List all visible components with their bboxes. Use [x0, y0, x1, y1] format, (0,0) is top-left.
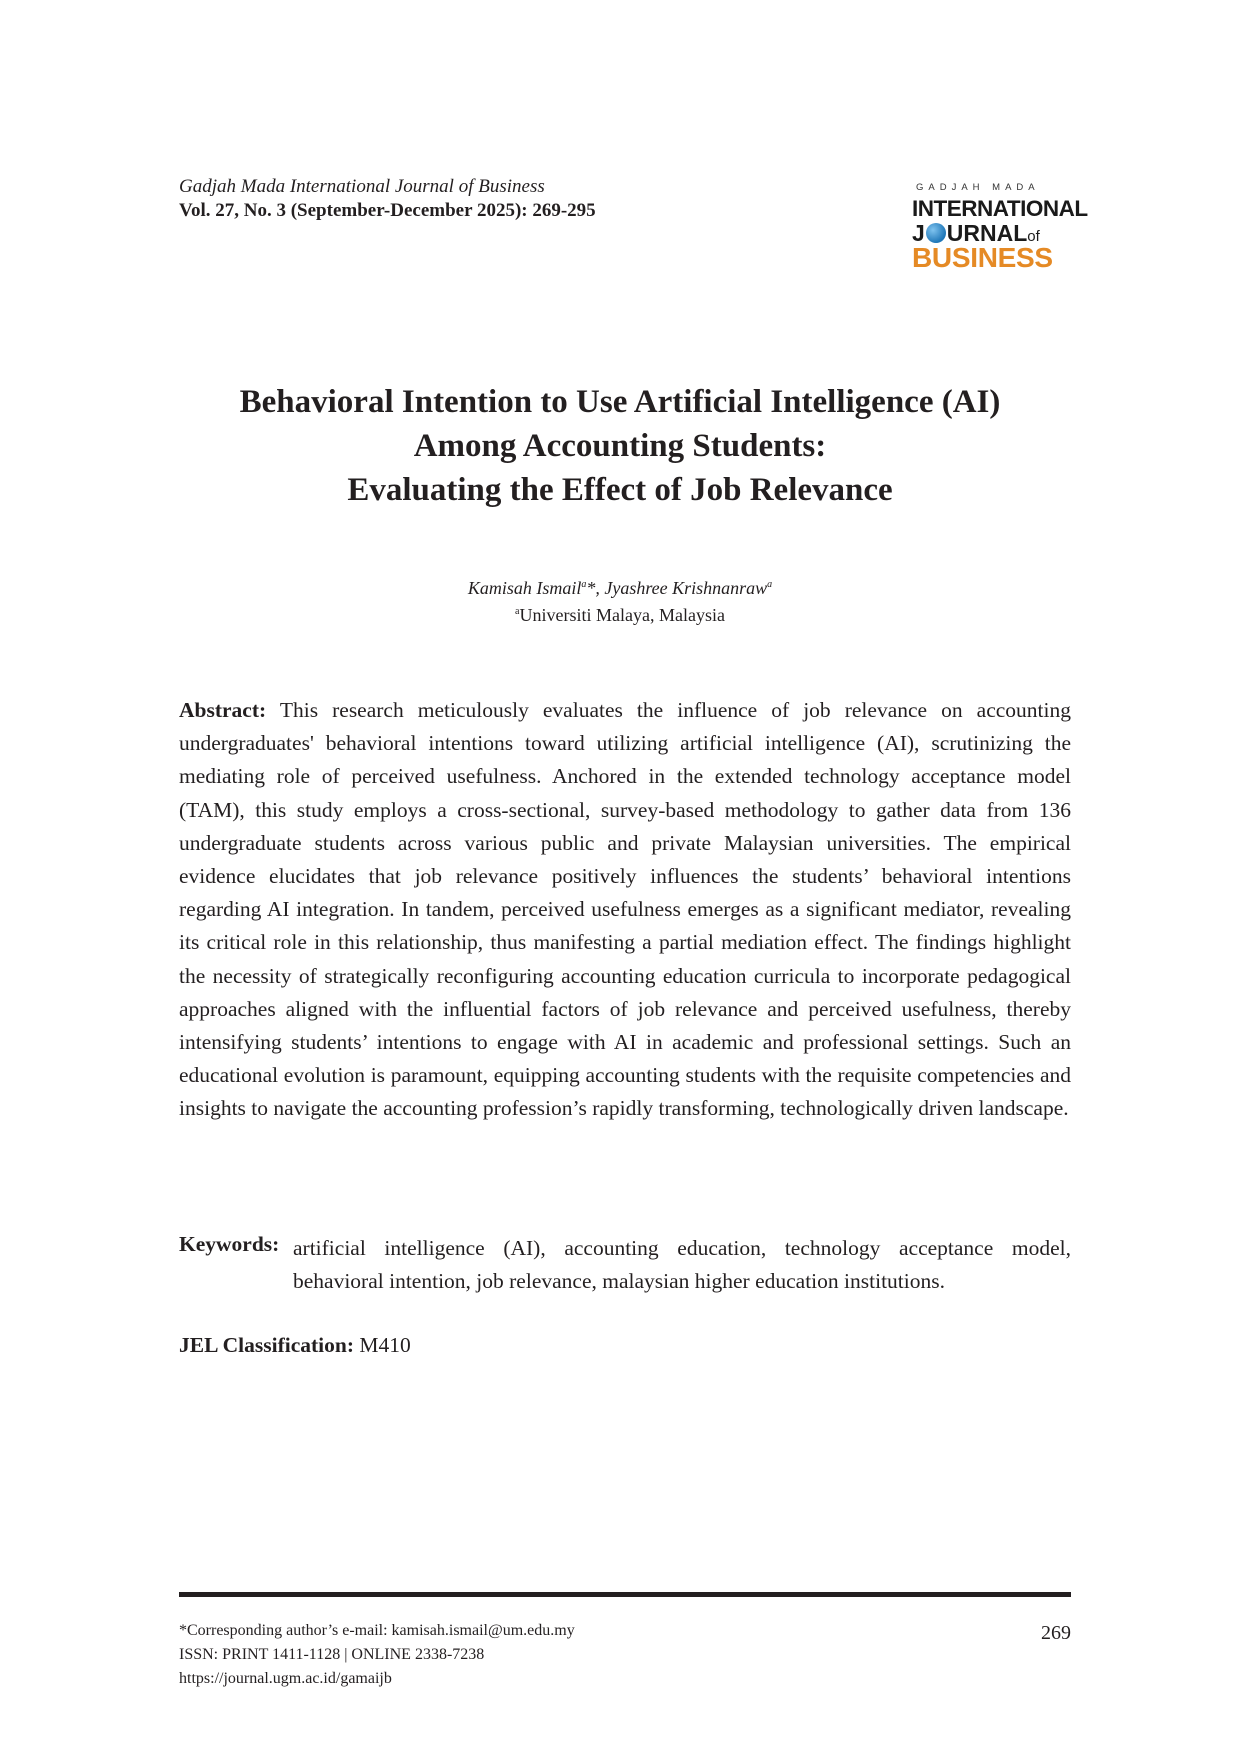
footer-divider	[179, 1592, 1071, 1597]
article-title-line-2: Among Accounting Students:	[413, 428, 827, 464]
jel-classification	[179, 1333, 411, 1358]
journal-volume: Vol. 27, No. 3 (September-December 2025): 269-295	[179, 200, 596, 221]
abstract-label: Abstract:	[179, 698, 267, 722]
article-title-line-3: Evaluating the Effect of Job Relevance	[347, 472, 893, 508]
globe-icon	[926, 223, 946, 243]
article-title-line-1: Behavioral Intention to Use Artificial Intelligence (AI)	[239, 384, 1001, 420]
author-list: Kamisah Ismail$^a$*, Jyashree Krishnanraw$^a$	[467, 578, 773, 598]
keywords-text: artificial intelligence (AI), accounting education, technology acceptance model, behavioral intention, job relevance, malaysian higher education institutions.	[293, 1236, 1071, 1294]
abstract	[179, 694, 1071, 1126]
corresponding-author-email: *Corresponding author’s e-mail: kamisah.ismail@um.edu.my	[179, 1622, 575, 1639]
logo-business-text: BUSINESS	[912, 242, 1053, 273]
jel-value: M410	[354, 1333, 411, 1357]
affiliation: $^a$Universiti Malaya, Malaysia	[515, 605, 725, 625]
keywords-label: Keywords:	[179, 1232, 280, 1256]
journal-name: Gadjah Mada International Journal of Business	[179, 176, 545, 197]
issn-line: ISSN: PRINT 1411-1128 | ONLINE 2338-7238	[179, 1646, 485, 1663]
author-name: Jyashree Krishnanraw	[604, 578, 768, 598]
journal-url: https://journal.ugm.ac.id/gamaijb	[179, 1670, 392, 1687]
logo-top-text: GADJAH MADA	[916, 182, 1040, 193]
page-number: 269	[1041, 1622, 1071, 1644]
logo-journal-text: J URNALof	[912, 220, 1040, 246]
journal-logo	[912, 180, 1088, 276]
jel-label: JEL Classification:	[179, 1333, 355, 1357]
logo-international-text: INTERNATIONAL	[912, 196, 1088, 221]
author-name: Kamisah Ismail	[467, 578, 582, 598]
abstract-text: This research meticulously evaluates the influence of job relevance on accounting undergraduates' behavioral intentions toward utilizing artificial intelligence (AI), scrutinizing the mediating role of perceived usefulness. Anchored in the extended technology acceptance model (TAM), this study employs a cross-sectional, survey-based methodology to gather data from 136 undergraduate students across various public and private Malaysian universities. The empirical evidence elucidates that job relevance positively influences the students’ behavioral intentions regarding AI integration. In tandem, perceived usefulness emerges as a significant mediator, revealing its critical role in this relationship, thus manifesting a partial mediation effect. The findings highlight the necessity of strategically reconfiguring accounting education curricula to incorporate pedagogical approaches aligned with the influential factors of job relevance and perceived usefulness, thereby intensifying students’ intentions to engage with AI in academic and professional settings. Such an educational evolution is paramount, equipping accounting students with the requisite competencies and insights to navigate the accounting profession’s rapidly transforming, technologically driven landscape.	[179, 698, 1071, 1121]
